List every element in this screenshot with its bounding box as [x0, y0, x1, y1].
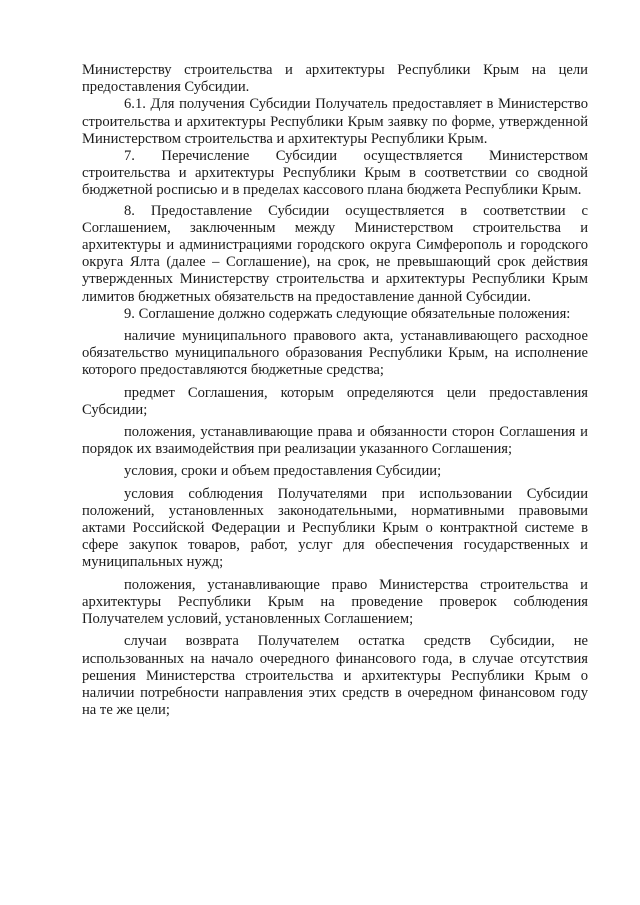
list-item-municipal-act: наличие муниципального правового акта, устанавливающего расходное обязательство муниципального образования Республики Крым, на исполнение которого предоставляются бюджетные средства; — [82, 328, 588, 379]
paragraph-7: 7. Перечисление Субсидии осуществляется Министерством строительства и архитектуры Республики Крым в соответствии со сводной бюджетной росписью и в пределах кассового плана бюджета Республики Крым. — [82, 148, 588, 199]
paragraph-8: 8. Предоставление Субсидии осуществляется в соответствии с Соглашением, заключенным между Министерством строительства и архитектуры и администрациями городского округа Симферополь и городского округа Ялта (далее – Соглашение), на срок, не превышающий срок действия утвержденных Министерству строительства и архитектуры Республики Крым лимитов бюджетных обязательств на предоставление данной Субсидии. — [82, 202, 588, 305]
list-item-refund-cases: случаи возврата Получателем остатка средств Субсидии, не использованных на начало очередного финансового года, в случае отсутствия решения Министерства строительства и архитектуры Республики Крым о наличии потребности направления этих средств в очередном финансовом году на те же цели; — [82, 633, 588, 719]
paragraph-intro-continuation: Министерству строительства и архитектуры Республики Крым на цели предоставления Субсидии. — [82, 62, 588, 96]
list-item-procurement-compliance: условия соблюдения Получателями при использовании Субсидии положений, установленных законодательными, нормативными правовыми актами Российской Федерации и Республики Крым о контрактной системе в сфере закупок товаров, работ, услуг для обеспечения государственных и муниципальных нужд; — [82, 485, 588, 571]
list-item-inspection-rights: положения, устанавливающие право Министерства строительства и архитектуры Республики Крым на проведение проверок соблюдения Получателем условий, установленных Соглашением; — [82, 576, 588, 628]
paragraph-6-1: 6.1. Для получения Субсидии Получатель предоставляет в Министерство строительства и архитектуры Республики Крым заявку по форме, утвержденной Министерством строительства и архитектуры Республики Крым. — [82, 96, 588, 147]
list-item-conditions-terms: условия, сроки и объем предоставления Субсидии; — [124, 463, 442, 480]
document-page — [82, 62, 588, 719]
paragraph-9: 9. Соглашение должно содержать следующие обязательные положения: — [124, 305, 571, 322]
list-item-rights-obligations: положения, устанавливающие права и обязанности сторон Соглашения и порядок их взаимодействия при реализации указанного Соглашения; — [82, 424, 588, 458]
list-item-agreement-subject: предмет Соглашения, которым определяются цели предоставления Субсидии; — [82, 384, 588, 418]
